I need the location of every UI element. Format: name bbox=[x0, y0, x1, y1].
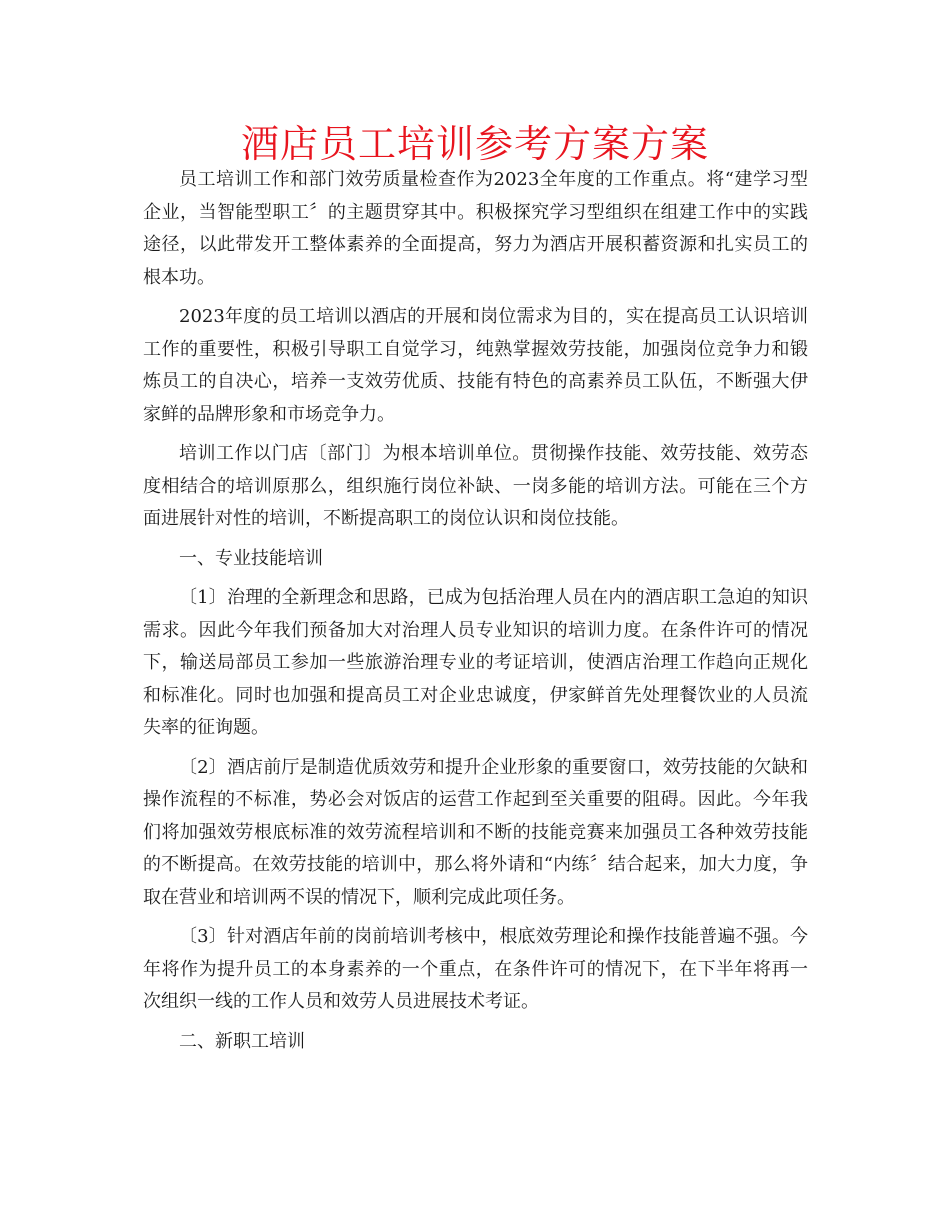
paragraph-item-3: 〔3〕针对酒店年前的岗前培训考核中，根底效劳理论和操作技能普遍不强。今年将作为提升员工的本身素养的一个重点，在条件许可的情况下，在下半年将再一次组织一线的工作人员和效劳人员进展技术考证。 bbox=[143, 926, 808, 1012]
document-title: 酒店员工培训参考方案方案 bbox=[240, 122, 709, 166]
paragraph-intro: 员工培训工作和部门效劳质量检查作为2023全年度的工作重点。将“建学习型企业，当智能型职工〞的主题贯穿其中。积极探究学习型组织在组建工作中的实践途径，以此带发开工整体素养的全面提高，努力为酒店开展积蓄资源和扎实员工的根本功。 bbox=[143, 169, 808, 288]
document-body bbox=[143, 164, 808, 1065]
paragraph-training-unit: 培训工作以门店〔部门〕为根本培训单位。贯彻操作技能、效劳技能、效劳态度相结合的培训原那么，组织施行岗位补缺、一岗多能的培训方法。可能在三个方面进展针对性的培训，不断提高职工的岗位认识和岗位技能。 bbox=[143, 443, 808, 529]
section-heading-skills: 一、专业技能培训 bbox=[179, 547, 323, 569]
paragraph-item-2: 〔2〕酒店前厅是制造优质效劳和提升企业形象的重要窗口，效劳技能的欠缺和操作流程的不标准，势必会对饭店的运营工作起到至关重要的阻碍。因此。今年我们将加强效劳根底标准的效劳流程培训和不断的技能竞赛来加强员工各种效劳技能的不断提高。在效劳技能的培训中，那么将外请和“内练〞结合起来，加大力度，争取在营业和培训两不误的情况下，顺利完成此项任务。 bbox=[143, 756, 808, 908]
paragraph-annual-goal: 2023年度的员工培训以酒店的开展和岗位需求为目的，实在提高员工认识培训工作的重要性，积极引导职工自觉学习，纯熟掌握效劳技能，加强岗位竞争力和锻炼员工的自决心，培养一支效劳优质、技能有特色的高素养员工队伍，不断强大伊家鲜的品牌形象和市场竞争力。 bbox=[143, 306, 808, 425]
paragraph-item-1: 〔1〕治理的全新理念和思路，已成为包括治理人员在内的酒店职工急迫的知识需求。因此今年我们预备加大对治理人员专业知识的培训力度。在条件许可的情况下，输送局部员工参加一些旅游治理专业的考证培训，使酒店治理工作趋向正规化和标准化。同时也加强和提高员工对企业忠诚度，伊家鲜首先处理餐饮业的人员流失率的征询题。 bbox=[143, 587, 808, 738]
section-heading-new-staff: 二、新职工培训 bbox=[179, 1030, 305, 1052]
